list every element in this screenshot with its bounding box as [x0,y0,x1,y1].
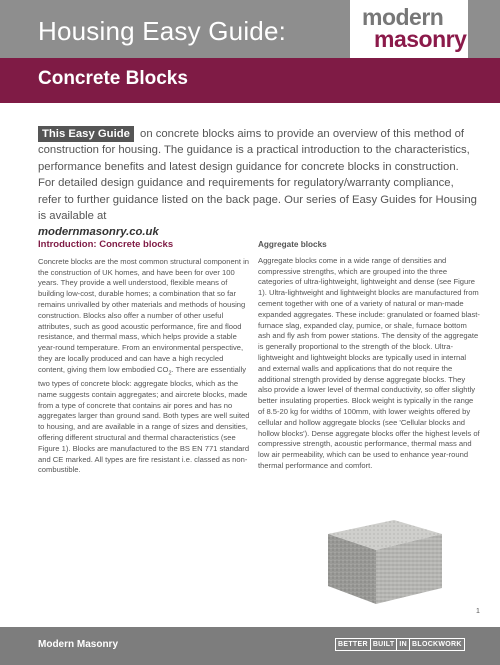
intro-lead-highlight: This Easy Guide [38,126,134,142]
page-title: Concrete Blocks [38,68,188,89]
badge-word-better: BETTER [335,638,371,651]
concrete-block-image [324,512,446,608]
intro-section-body [38,257,251,476]
left-column [38,240,251,476]
intro-section-text-b: . There are essentially two types of concrete block: aggregate blocks, which as the name suggests contain aggregates; and aircrete blocks, made from a type of concrete that contains air pores and has no aggregates larger than ground sand. Both types are well suited to housing, and are available in a range of sizes and densities, offering different structural and thermal characteristics (see Figure 1). Blocks are manufactured to the BS EN 771 standard and CE marked. All types are fire resistant i.e. classed as non-combustible. [38,364,250,475]
aggregate-section-body: Aggregate blocks come in a wide range of densities and compressive strengths, which are grouped into the three categories of ultra-lightweight, lightweight and dense (see Figure 1). Ultra-lightweight and lightweight blocks are manufactured from cement together with one of a variety of natural or man-made expanded aggregates. These include: granulated or foamed blast-furnace slag, expanded clay, pumice, or shale, furnace bottom ash and fly ash from power stations. The density of the aggregate is generally proportional to the strength of the block. Ultra-lightweight and lightweight blocks are typically used in internal and external walls and applications that do not require the additional strength provided by dense aggregate blocks. They also provide a lower level of thermal conductivity, so offer slightly better insulating properties. Block weight is typically in the range of 8.5-20 kg for widths of 100mm, with lower weights offered by cellular and hollow aggregate blocks (see 'Cellular blocks and hollow blocks'). Dense aggregate blocks offer the highest levels of compressive strength, acoustic performance, thermal mass and low air permeability, which can be used to enhance year-round thermal performance and comfort. [258,255,480,470]
title-band [0,58,500,103]
guide-title: Housing Easy Guide: [38,16,287,46]
website-link[interactable]: modernmasonry.co.uk [38,226,159,239]
header-band [0,0,500,58]
logo-word-modern: modern [362,4,444,30]
intro-paragraph [38,126,478,241]
badge-word-in: IN [396,638,410,651]
logo-word-masonry: masonry [374,26,467,52]
badge-word-built: BUILT [370,638,398,651]
modern-masonry-logo [350,0,468,58]
page-number: 1 [476,608,480,615]
intro-section-text-a: Concrete blocks are the most common structural component in the construction of UK homes, and have been for over 100 years. They provide a well understood, flexible means of building low-cost, durable homes; a combination that so far remains unrivalled by other materials and methods of housing construction. Blocks also offer a number of other useful attributes, such as good acoustic performance, fire and flood resistance, and thermal mass, which helps provide a stable year-round temperature. From an environmental perspective, they are locally produced and can have a high recycled content, giving them low embodied CO [38,256,250,374]
footer-brand: Modern Masonry [38,639,119,650]
right-column [258,240,480,472]
aggregate-section-heading: Aggregate blocks [258,240,327,249]
co2-subscript: 2 [168,370,172,377]
badge-word-blockwork: BLOCKWORK [409,638,465,651]
footer-band [0,627,500,665]
intro-section-heading: Introduction: Concrete blocks [38,239,174,250]
better-built-in-blockwork-badge [336,638,465,651]
intro-body: on concrete blocks aims to provide an overview of this method of construction for housing. The guidance is a practical introduction to the characteristics, performance benefits and latest design guidance for concrete blocks in construction. For detailed design guidance and requirements for regulatory/warranty compliance, refer to further guidance listed on the back page. Our series of Easy Guides for Housing is available at [38,128,477,223]
